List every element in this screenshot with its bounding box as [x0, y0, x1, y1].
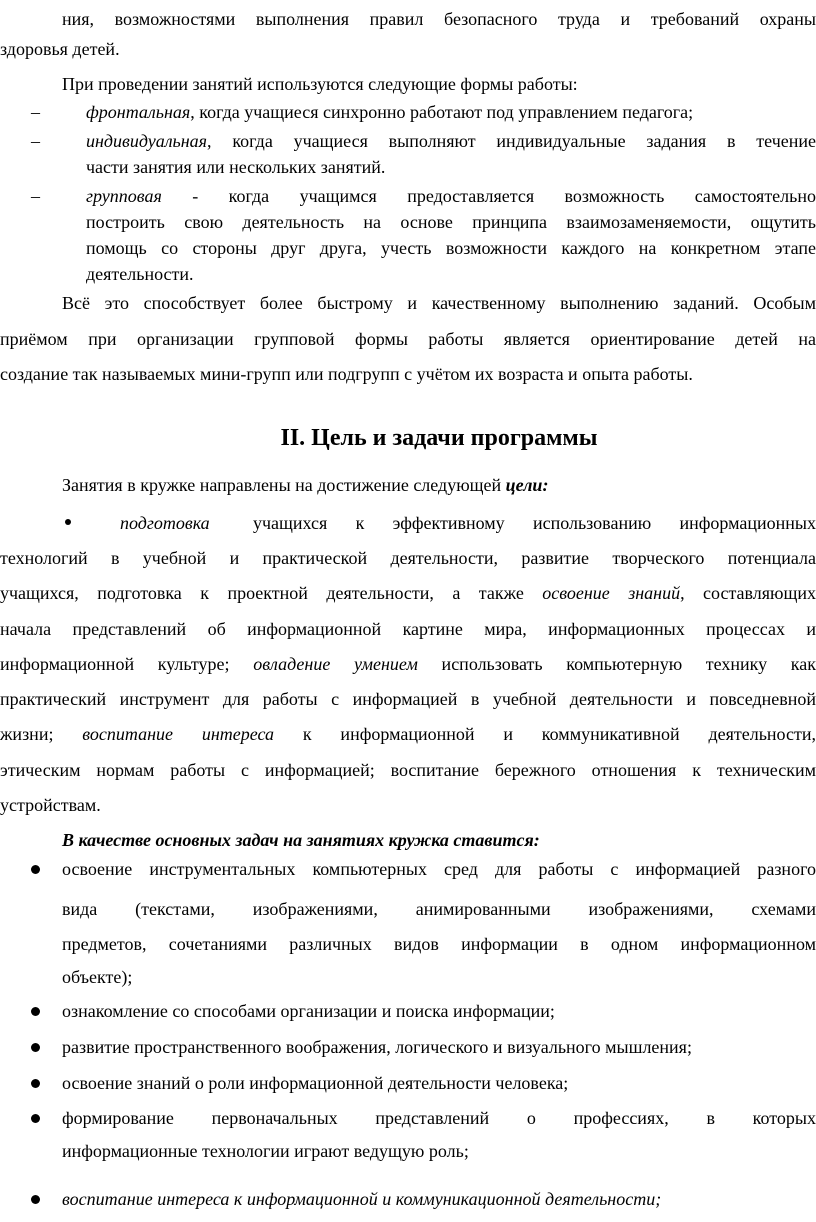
- task-item: развитие пространственного воображения, логического и визуального мышления;: [62, 1037, 692, 1057]
- list-item-text: , когда учащиеся синхронно работают под управлением педагога;: [190, 102, 694, 122]
- list-item-text: , когда учащиеся выполняют индивидуальные задания в течение: [207, 131, 816, 151]
- goal-line: учащихся к эффективному использованию информационных: [253, 513, 816, 533]
- bullet-icon: [31, 1043, 40, 1052]
- goal-label: цели:: [505, 475, 549, 495]
- goal-intro-text: Занятия в кружке направлены на достижение следующей: [62, 475, 506, 495]
- goal-line: устройствам.: [0, 795, 101, 815]
- dash-bullet: –: [31, 102, 40, 122]
- goal-term: подготовка: [120, 513, 210, 533]
- list-item: [86, 101, 693, 123]
- task-item: формирование первоначальных представлений о профессиях, в которых: [62, 1108, 816, 1128]
- form-term: групповая: [86, 186, 162, 206]
- bullet-icon: [31, 1114, 40, 1123]
- paragraph-line: создание так называемых мини-групп или подгрупп с учётом их возраста и опыта работы.: [0, 364, 693, 384]
- goal-text: учащихся, подготовка к проектной деятельности, а также: [0, 583, 543, 603]
- list-item-text: - когда учащимся предоставляется возможность самостоятельно: [161, 186, 816, 206]
- tasks-heading: В качестве основных задач на занятиях кружка ставится:: [62, 830, 540, 850]
- task-item: освоение знаний о роли информационной деятельности человека;: [62, 1073, 569, 1093]
- bullet-icon: [31, 1007, 40, 1016]
- goal-intro: [62, 474, 548, 496]
- list-item: [86, 130, 816, 152]
- list-item-continuation: части занятия или нескольких занятий.: [86, 157, 386, 177]
- task-item-continuation: объекте);: [62, 967, 133, 987]
- goal-text: , составляющих: [680, 583, 816, 603]
- dash-bullet: –: [31, 186, 40, 206]
- goal-line: практический инструмент для работы с информацией в учебной деятельности и повседневной: [0, 689, 816, 709]
- list-item-continuation: помощь со стороны друг друга, учесть возможности каждого на конкретном этапе: [86, 238, 816, 258]
- goal-line: [0, 723, 816, 745]
- task-item: освоение инструментальных компьютерных сред для работы с информацией разного: [62, 859, 816, 879]
- goal-text: информационной культуре;: [0, 654, 254, 674]
- goal-line: этическим нормам работы с информацией; воспитание бережного отношения к техническим: [0, 760, 816, 780]
- bullet-icon: [31, 1195, 40, 1204]
- task-item-continuation: вида (текстами, изображениями, анимированными изображениями, схемами: [62, 899, 816, 919]
- form-term: фронтальная: [86, 102, 191, 122]
- task-item: воспитание интереса к информационной и коммуникационной деятельности;: [62, 1189, 662, 1209]
- goal-line: начала представлений об информационной картине мира, информационных процессах и: [0, 619, 816, 639]
- paragraph-line: ния, возможностями выполнения правил безопасного труда и требований охраны: [62, 9, 816, 29]
- section-title: II. Цель и задачи программы: [280, 425, 598, 451]
- bullet-icon: [31, 1079, 40, 1088]
- goal-term: овладение умением: [253, 654, 418, 674]
- paragraph-line: При проведении занятий используются следующие формы работы:: [62, 74, 578, 94]
- dash-bullet: –: [31, 131, 40, 151]
- bullet-icon: [65, 519, 71, 525]
- task-item: ознакомление со способами организации и поиска информации;: [62, 1001, 555, 1021]
- bullet-icon: [31, 865, 40, 874]
- list-item-continuation: построить свою деятельность на основе принципа взаимозаменяемости, ощутить: [86, 212, 816, 232]
- goal-line: [0, 582, 816, 604]
- list-item: [86, 185, 816, 207]
- goal-line: технологий в учебной и практической деятельности, развитие творческого потенциала: [0, 548, 816, 568]
- goal-term: воспитание интереса: [82, 724, 275, 744]
- goal-line: [120, 512, 210, 534]
- goal-text: к информационной и коммуникативной деятельности,: [274, 724, 816, 744]
- task-item-continuation: информационные технологии играют ведущую роль;: [62, 1141, 469, 1161]
- goal-term: освоение знаний: [542, 583, 681, 603]
- paragraph-line: здоровья детей.: [0, 39, 120, 59]
- goal-line: [0, 653, 816, 675]
- list-item-continuation: деятельности.: [86, 264, 194, 284]
- form-term: индивидуальная: [86, 131, 208, 151]
- task-item-continuation: предметов, сочетаниями различных видов информации в одном информационном: [62, 934, 816, 954]
- paragraph-line: Всё это способствует более быстрому и качественному выполнению заданий. Особым: [62, 293, 816, 313]
- goal-text: жизни;: [0, 724, 83, 744]
- paragraph-line: приёмом при организации групповой формы работы является ориентирование детей на: [0, 329, 816, 349]
- goal-text: использовать компьютерную технику как: [417, 654, 816, 674]
